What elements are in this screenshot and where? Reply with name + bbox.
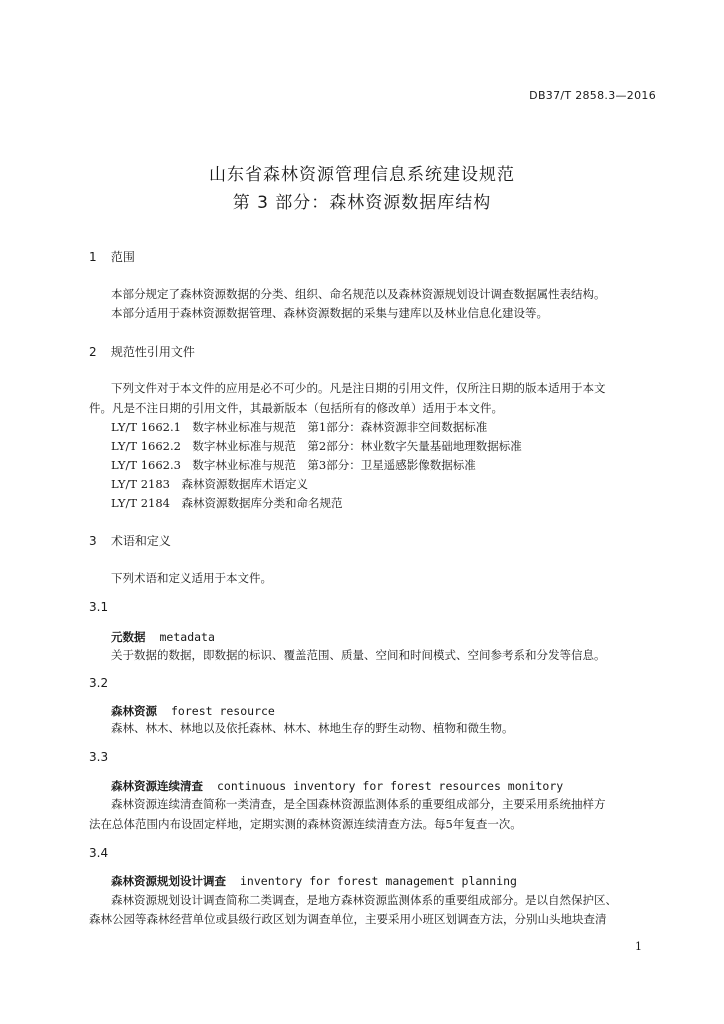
term-definition: 森林资源规划设计调查简称二类调查，是地方森林资源监测体系的重要组成部分。是以自然保护区、: [111, 893, 617, 907]
standard-code: DB37/T 2858.3—2016: [529, 89, 656, 102]
term-entry: [111, 703, 275, 719]
section-heading-references: [89, 343, 195, 360]
term-number: 3.1: [89, 600, 109, 614]
term-number: 3.4: [89, 846, 109, 860]
term-number: 3.3: [89, 750, 109, 764]
term-en: forest resource: [171, 704, 275, 718]
term-zh: 森林资源规划设计调查: [111, 874, 226, 888]
reference-item: LY/T 1662.3 数字林业标准与规范 第3部分：卫星遥感影像数据标准: [111, 458, 476, 472]
section-number: 3: [89, 534, 97, 548]
term-entry: [111, 778, 563, 794]
term-definition: 森林公园等森林经营单位或县级行政区划为调查单位，主要采用小班区划调查方法，分别山头地块查清: [89, 912, 607, 926]
section-number: 2: [89, 345, 97, 359]
paragraph: 本部分规定了森林资源数据的分类、组织、命名规范以及森林资源规划设计调查数据属性表结构。: [111, 287, 606, 301]
section-heading-terms: [89, 532, 171, 549]
term-zh: 森林资源连续清查: [111, 779, 203, 793]
term-entry: [111, 873, 517, 889]
reference-item: LY/T 1662.1 数字林业标准与规范 第1部分：森林资源非空间数据标准: [111, 420, 488, 434]
section-title: 范围: [110, 250, 135, 264]
term-definition: 法在总体范围内布设固定样地，定期实测的森林资源连续清查方法。每5年复查一次。: [89, 817, 522, 831]
term-entry: [111, 629, 215, 645]
term-definition: 森林资源连续清查简称一类清查，是全国森林资源监测体系的重要组成部分，主要采用系统抽样方: [111, 797, 606, 811]
paragraph: 下列文件对于本文件的应用是必不可少的。凡是注日期的引用文件，仅所注日期的版本适用于本文: [111, 381, 606, 395]
term-definition: 森林、林木、林地以及依托森林、林木、林地生存的野生动物、植物和微生物。: [111, 721, 514, 735]
document-title: 山东省森林资源管理信息系统建设规范: [209, 165, 515, 185]
term-definition: 关于数据的数据，即数据的标识、覆盖范围、质量、空间和时间模式、空间参考系和分发等信息。: [111, 648, 606, 662]
document-subtitle: 第 3 部分：森林资源数据库结构: [232, 193, 492, 213]
section-title: 术语和定义: [110, 534, 171, 548]
term-en: metadata: [159, 630, 215, 644]
reference-item: LY/T 1662.2 数字林业标准与规范 第2部分：林业数字矢量基础地理数据标准: [111, 439, 522, 453]
term-en: continuous inventory for forest resources monitory: [217, 779, 564, 793]
term-en: inventory for forest management planning: [240, 874, 517, 888]
section-title: 规范性引用文件: [110, 345, 195, 359]
paragraph: 件。凡是不注日期的引用文件，其最新版本（包括所有的修改单）适用于本文件。: [89, 401, 503, 415]
term-zh: 森林资源: [111, 704, 157, 718]
paragraph: 本部分适用于森林资源数据管理、森林资源数据的采集与建库以及林业信息化建设等。: [111, 306, 548, 320]
page-number: 1: [635, 940, 642, 953]
term-number: 3.2: [89, 676, 109, 690]
paragraph: 下列术语和定义适用于本文件。: [111, 571, 272, 585]
section-number: 1: [89, 250, 97, 264]
section-heading-scope: [89, 248, 135, 265]
reference-item: LY/T 2183 森林资源数据库术语定义: [111, 477, 308, 491]
term-zh: 元数据: [111, 630, 146, 644]
reference-item: LY/T 2184 森林资源数据库分类和命名规范: [111, 496, 343, 510]
